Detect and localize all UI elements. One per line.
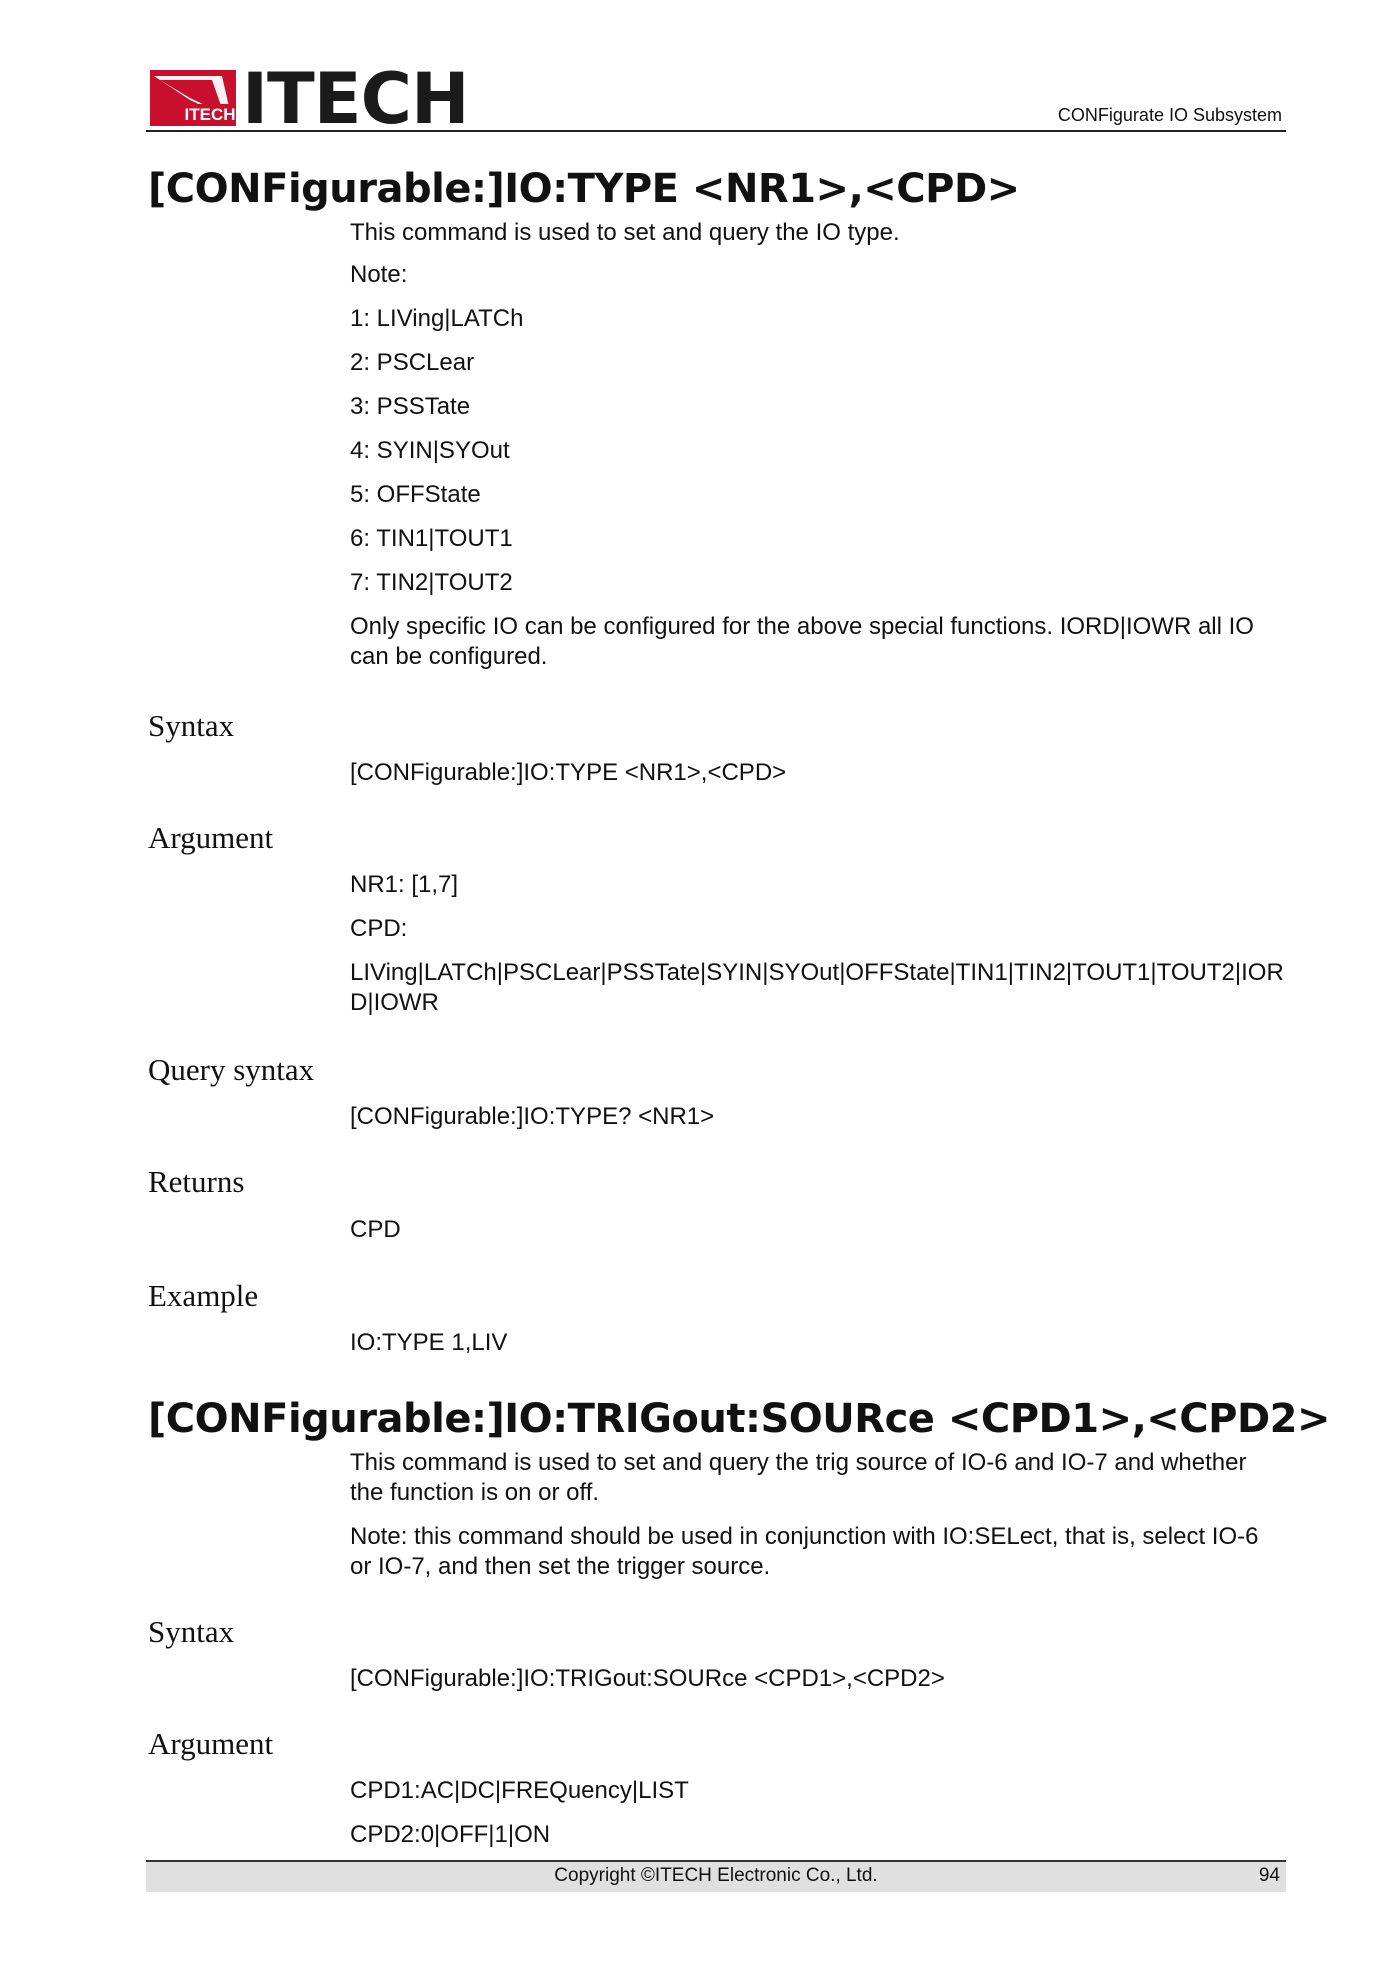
description-line: Note: (350, 261, 408, 288)
description-line: 3: PSSTate (350, 393, 471, 420)
query-syntax-label: Query syntax (148, 1052, 315, 1087)
itech-logo (150, 58, 469, 140)
argument-item: CPD1:AC|DC|FREQuency|LIST (350, 1777, 689, 1804)
syntax-label: Syntax (148, 1614, 235, 1649)
argument-label: Argument (148, 820, 274, 855)
argument-item: CPD: (350, 915, 408, 942)
description-line: 1: LIVing|LATCh (350, 305, 524, 332)
argument-item: CPD2:0|OFF|1|ON (350, 1821, 551, 1848)
description-line: This command is used to set and query the IO type. (350, 219, 900, 246)
logo-wordmark: ITECH (242, 58, 469, 140)
example-label: Example (148, 1278, 259, 1313)
command-description (350, 218, 1285, 686)
logo-mark-text: ITECH (184, 105, 236, 124)
description-line: Note: this command should be used in conjunction with IO:SELect, that is, select IO-6 or IO-7, and then set the trigger source. (350, 1523, 1259, 1580)
copyright-text: Copyright ©ITECH Electronic Co., Ltd. (554, 1865, 878, 1886)
page-header (146, 58, 1286, 140)
description-line: 2: PSCLear (350, 349, 475, 376)
query-syntax-text: [CONFigurable:]IO:TYPE? <NR1> (350, 1103, 715, 1130)
command-heading: [CONFigurable:]IO:TRIGout:SOURce <CPD1>,<CPD2> (148, 1396, 1331, 1442)
argument-label: Argument (148, 1726, 274, 1761)
description-line: 7: TIN2|TOUT2 (350, 569, 513, 596)
page-footer (146, 1860, 1286, 1892)
argument-list (350, 1776, 1285, 1864)
description-line: 5: OFFState (350, 481, 481, 508)
description-line: Only specific IO can be configured for the above special functions. IORD|IOWR all IO can be configured. (350, 613, 1254, 670)
syntax-label: Syntax (148, 708, 235, 743)
command-heading: [CONFigurable:]IO:TYPE <NR1>,<CPD> (148, 166, 1020, 212)
command-description (350, 1448, 1285, 1596)
returns-label: Returns (148, 1164, 245, 1199)
description-line: 4: SYIN|SYOut (350, 437, 510, 464)
argument-item: LIVing|LATCh|PSCLear|PSSTate|SYIN|SYOut|OFFState|TIN1|TIN2|TOUT1|TOUT2|IORD|IOWR (350, 959, 1284, 1016)
description-line: This command is used to set and query the trig source of IO-6 and IO-7 and whether the function is on or off. (350, 1449, 1247, 1506)
itech-logo-mark-icon (150, 70, 236, 126)
argument-list (350, 870, 1285, 1032)
section-title: CONFigurate IO Subsystem (1057, 105, 1282, 125)
syntax-text: [CONFigurable:]IO:TYPE <NR1>,<CPD> (350, 759, 787, 786)
returns-text: CPD (350, 1216, 401, 1243)
example-text: IO:TYPE 1,LIV (350, 1329, 508, 1356)
page-number: 94 (1258, 1865, 1280, 1886)
argument-item: NR1: [1,7] (350, 871, 459, 898)
description-line: 6: TIN1|TOUT1 (350, 525, 513, 552)
syntax-text: [CONFigurable:]IO:TRIGout:SOURce <CPD1>,<CPD2> (350, 1665, 945, 1692)
